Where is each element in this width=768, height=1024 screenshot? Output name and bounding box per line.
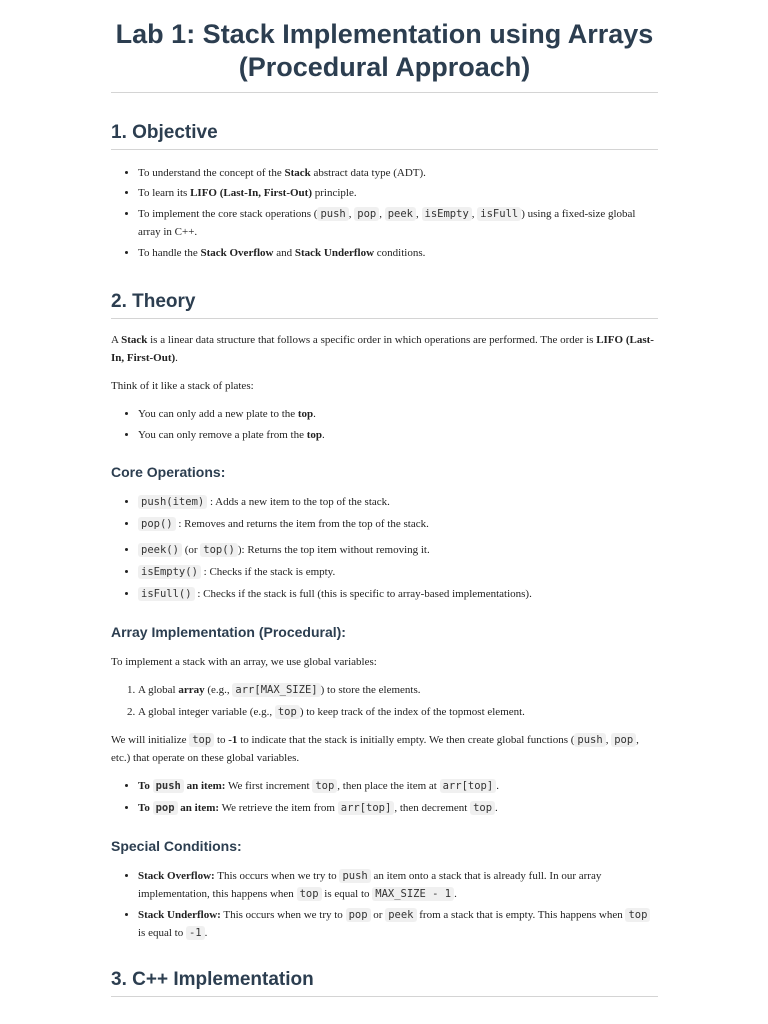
init-paragraph: We will initialize top to -1 to indicate that the stack is initially empty. We then create global functions ( push , pop , etc.) that operate on these global variables.: [111, 734, 639, 764]
operations-list: [111, 493, 658, 603]
inline-code: top: [625, 908, 650, 922]
inline-code: peek(): [138, 543, 182, 557]
list-item: • Stack Underflow: This occurs when we try to pop or peek from a stack that is empty. This happens when top is equal to -1 .: [138, 906, 658, 942]
section-heading-objective: 1. Objective: [111, 121, 658, 150]
inline-code: arr[top]: [338, 801, 395, 815]
list-item: • To implement the core stack operations ( push , pop , peek , isEmpty , isFull ) using a fixed-size global array in C++.: [138, 205, 658, 241]
page-title: Lab 1: Stack Implementation using Arrays (Procedural Approach): [111, 18, 658, 93]
array-list: [111, 681, 658, 721]
inline-code: isEmpty: [422, 207, 472, 221]
inline-code: push: [153, 779, 184, 793]
list-item: • To understand the concept of the Stack abstract data type (ADT).: [138, 164, 658, 182]
inline-code: isFull: [477, 207, 521, 221]
inline-code: top: [470, 801, 495, 815]
document: [111, 0, 658, 997]
inline-code: peek: [385, 207, 416, 221]
plates-intro: Think of it like a stack of plates:: [111, 380, 254, 392]
inline-code: pop: [354, 207, 379, 221]
subheading-core-operations: Core Operations:: [111, 464, 226, 480]
inline-code: isFull(): [138, 587, 195, 601]
inline-code: pop: [346, 908, 371, 922]
list-item: • To pop an item: We retrieve the item from arr[top] , then decrement top .: [138, 799, 658, 817]
push-pop-list: [111, 777, 658, 817]
inline-code: top(): [200, 543, 238, 557]
inline-code: push(item): [138, 495, 207, 509]
list-item: • To handle the Stack Overflow and Stack Underflow conditions.: [138, 244, 658, 262]
inline-code: MAX_SIZE - 1: [372, 887, 454, 901]
section-heading-implementation: 3. C++ Implementation: [111, 968, 658, 997]
inline-code: top: [189, 733, 214, 747]
inline-code: arr[top]: [440, 779, 497, 793]
inline-code: pop(): [138, 517, 176, 531]
plates-list: [111, 405, 658, 444]
list-item: • pop() : Removes and returns the item from the top of the stack.: [138, 515, 658, 533]
inline-code: top: [275, 705, 300, 719]
inline-code: pop: [153, 801, 178, 815]
list-item: • push(item) : Adds a new item to the top of the stack.: [138, 493, 658, 511]
list-item: • You can only add a new plate to the top.: [138, 405, 658, 423]
inline-code: peek: [385, 908, 416, 922]
list-item: • To push an item: We first increment top , then place the item at arr[top] .: [138, 777, 658, 795]
list-item: • isEmpty() : Checks if the stack is empty.: [138, 563, 658, 581]
inline-code: -1: [186, 926, 205, 940]
list-item: • To learn its LIFO (Last-In, First-Out) principle.: [138, 184, 658, 202]
conditions-list: [111, 867, 658, 942]
theory-paragraph: A Stack is a linear data structure that follows a specific order in which operations are performed. The order is LIFO (Last-In, First-Out).: [111, 334, 654, 364]
list-item: 2. A global integer variable (e.g., top ) to keep track of the index of the topmost element.: [138, 703, 658, 721]
list-item: 1. A global array (e.g., arr[MAX_SIZE] ) to store the elements.: [138, 681, 658, 699]
inline-code: arr[MAX_SIZE]: [232, 683, 320, 697]
list-item: • You can only remove a plate from the top.: [138, 426, 658, 444]
inline-code: push: [574, 733, 605, 747]
inline-code: top: [312, 779, 337, 793]
list-item: • isFull() : Checks if the stack is full (this is specific to array-based implementations).: [138, 585, 658, 603]
array-intro: To implement a stack with an array, we use global variables:: [111, 656, 377, 668]
inline-code: push: [339, 869, 370, 883]
section-heading-theory: 2. Theory: [111, 290, 658, 319]
list-item: • Stack Overflow: This occurs when we try to push an item onto a stack that is already full. In our array implementation, this happens when top is equal to MAX_SIZE - 1 .: [138, 867, 658, 903]
inline-code: isEmpty(): [138, 565, 201, 579]
objective-list: [111, 164, 658, 262]
inline-code: pop: [611, 733, 636, 747]
inline-code: push: [317, 207, 348, 221]
inline-code: top: [297, 887, 322, 901]
subheading-special-conditions: Special Conditions:: [111, 838, 242, 854]
subheading-array-implementation: Array Implementation (Procedural):: [111, 624, 346, 640]
list-item: • peek() (or top() ): Returns the top item without removing it.: [138, 541, 658, 559]
